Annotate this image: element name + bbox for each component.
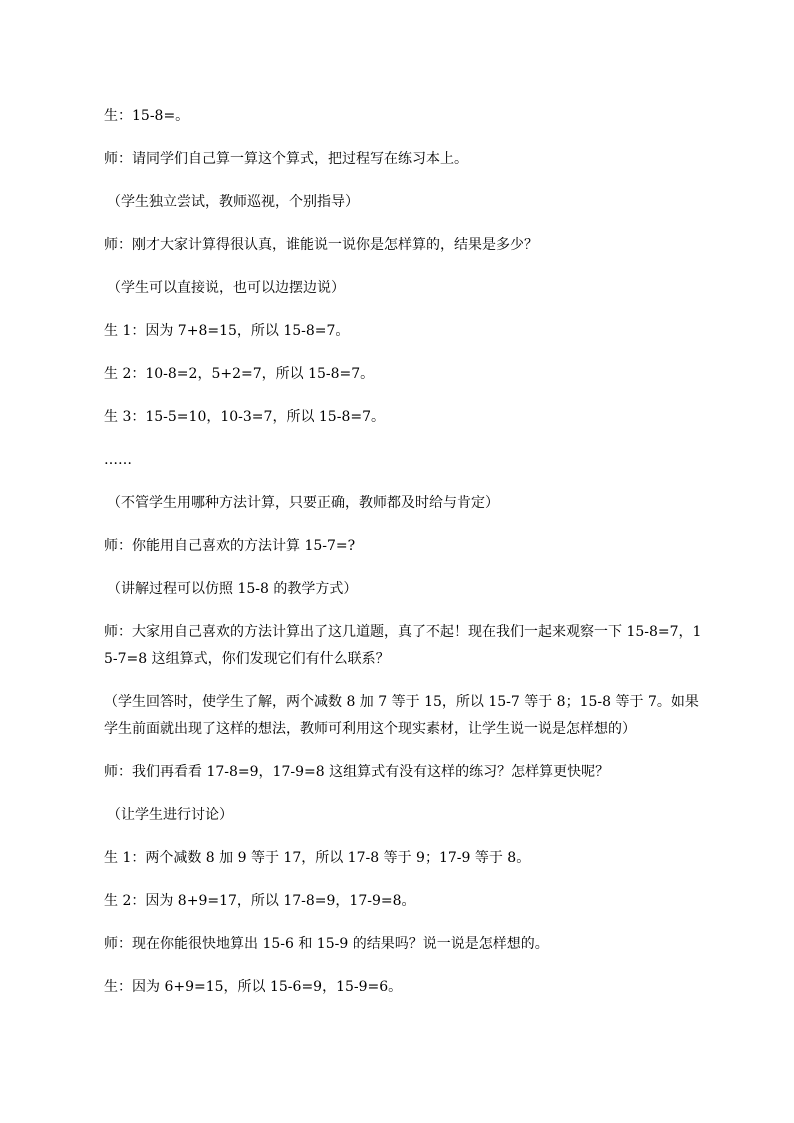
paragraph-12: （讲解过程可以仿照 15-8 的教学方式） — [107, 581, 358, 597]
paragraph-4: 师：刚才大家计算得很认真，谁能说一说你是怎样算的，结果是多少？ — [104, 237, 538, 253]
paragraph-9: …… — [104, 452, 132, 468]
paragraph-19: 师：现在你能很快地算出 15-6 和 15-9 的结果吗？说一说是怎样想的。 — [104, 936, 549, 952]
paragraph-5: （学生可以直接说，也可以边摆边说） — [107, 280, 345, 296]
paragraph-10: （不管学生用哪种方法计算，只要正确，教师都及时给与肯定） — [107, 495, 499, 511]
paragraph-14: （学生回答时，使学生了解，两个减数 8 加 7 等于 15，所以 15-7 等于 8；15-8 等于 7。如果学生前面就出现了这样的想法，教师可利用这个现实素材，让学生说一说是怎样想的） — [104, 694, 699, 737]
paragraph-8: 生 3：15-5=10，10-3=7，所以 15-8=7。 — [104, 409, 385, 425]
paragraph-17: 生 1：两个减数 8 加 9 等于 17，所以 17-8 等于 9；17-9 等于 8。 — [104, 850, 531, 866]
paragraph-15: 师：我们再看看 17-8=9，17-9=8 这组算式有没有这样的练习？怎样算更快呢？ — [104, 764, 610, 780]
paragraph-13: 师：大家用自己喜欢的方法计算出了这几道题，真了不起！现在我们一起来观察一下 15-8=7，15-7=8 这组算式，你们发现它们有什么联系？ — [104, 624, 702, 667]
paragraph-16: （让学生进行讨论） — [107, 807, 233, 823]
paragraph-2: 师：请同学们自己算一算这个算式，把过程写在练习本上。 — [104, 151, 468, 167]
paragraph-7: 生 2：10-8=2，5+2=7，所以 15-8=7。 — [104, 366, 375, 382]
paragraph-20: 生：因为 6+9=15，所以 15-6=9，15-9=6。 — [104, 979, 403, 995]
document-body — [104, 103, 710, 1017]
paragraph-18: 生 2：因为 8+9=17，所以 17-8=9，17-9=8。 — [104, 893, 416, 909]
paragraph-6: 生 1：因为 7+8=15，所以 15-8=7。 — [104, 323, 350, 339]
paragraph-3: （学生独立尝试，教师巡视，个别指导） — [107, 194, 359, 210]
paragraph-11: 师：你能用自己喜欢的方法计算 15-7=? — [104, 538, 356, 554]
paragraph-1: 生：15-8=。 — [104, 108, 190, 124]
